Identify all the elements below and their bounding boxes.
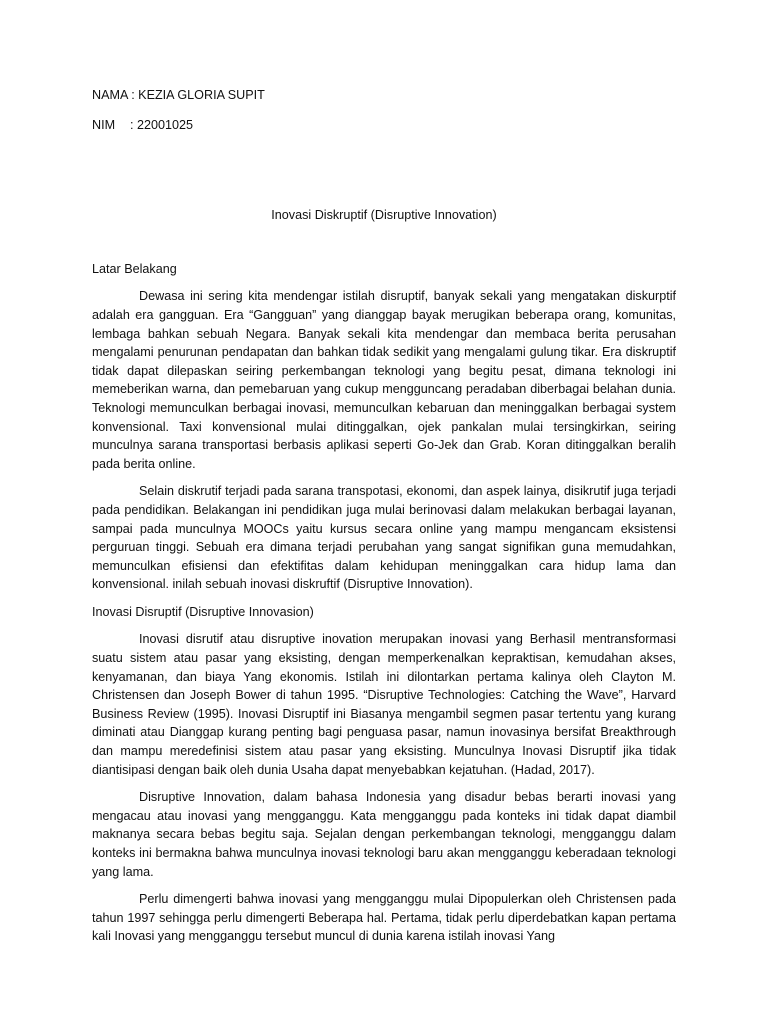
student-name-line: NAMA : KEZIA GLORIA SUPIT (92, 88, 265, 102)
section-heading-inovasi-disruptif: Inovasi Disruptif (Disruptive Innovasion) (92, 604, 314, 619)
student-id-value: : 22001025 (130, 117, 194, 132)
paragraph: Inovasi disrutif atau disruptive inovation merupakan inovasi yang Berhasil mentransformasi suatu sistem atau pasar yang eksisting, dengan memperkenalkan kepraktisan, kemudahan akses, kenyamanan, dan biaya Yang ekonomis. Istilah ini dilontarkan pertama kalinya oleh Clayton M. Christensen dan Joseph Bower di tahun 1995. “Disruptive Technologies: Catching the Wave”, Harvard Business Review (1995). Inovasi Disruptif ini Biasanya mengambil segmen pasar tertentu yang kurang diminati atau Dianggap kurang penting bagi penguasa pasar, namun inovasinya bersifat Breakthrough dan mampu meredefinisi sistem atau pasar yang eksisting. Munculnya Inovasi Disruptif jika tidak diantisipasi dengan baik oleh dunia Usaha dapat menyebabkan kejatuhan. (Hadad, 2017). (92, 632, 676, 777)
paragraph: Perlu dimengerti bahwa inovasi yang mengganggu mulai Dipopulerkan oleh Christensen pada tahun 1997 sehingga perlu dimengerti Beberapa hal. Pertama, tidak perlu diperdebatkan kapan pertama kali Inovasi yang mengganggu tersebut muncul di dunia karena istilah inovasi Yang (92, 892, 676, 944)
paragraph: Dewasa ini sering kita mendengar istilah disruptif, banyak sekali yang mengatakan diskurptif adalah era gangguan. Era “Gangguan” yang dianggap bayak merugikan beberapa orang, komunitas, lembaga bahkan sebuah Negara. Banyak sekali kita mendengar dan membaca berita perusahan mengalami penurunan pendapatan dan bahkan tidak sedikit yang mengalami gulung tikar. Era diskruptif tidak dapat dilepaskan seiring perkembangan teknologi yang begitu pesat, dimana teknologi ini memeberikan warna, dan pemebaruan yang cukup mengguncang peradaban diberbagai belahan dunia. Teknologi memunculkan berbagai inovasi, memunculkan kebaruan dan meninggalkan berbagai system konvensional. Taxi konvensional mulai ditinggalkan, ojek pankalan mulai tersingkirkan, seiring munculnya sarana transportasi berbasis aplikasi seperti Go-Jek dan Grab. Koran ditinggalkan beralih pada berita online. (92, 289, 676, 471)
student-id-line (92, 116, 676, 135)
document-title: Inovasi Diskruptif (Disruptive Innovation) (271, 208, 497, 223)
student-id-label: NIM (92, 117, 116, 132)
section-heading-latar-belakang: Latar Belakang (92, 261, 177, 276)
paragraph: Disruptive Innovation, dalam bahasa Indonesia yang disadur bebas berarti inovasi yang mengacau atau inovasi yang mengganggu. Kata mengganggu pada konteks ini tidak dapat diambil maknanya secara bebas begitu saja. Sejalan dengan perkembangan teknologi, mengganggu dalam konteks ini bermakna bahwa munculnya inovasi teknologi baru akan mengganggu keberadaan teknologi yang lama. (92, 790, 676, 879)
paragraph: Selain diskrutif terjadi pada sarana transpotasi, ekonomi, dan aspek lainya, disikrutif juga terjadi pada pendidikan. Belakangan ini pendidikan juga mulai berinovasi dalam melakukan berbagai layanan, sampai pada munculnya MOOCs yaitu kursus secara online yang mampu mengancam eksistensi perguruan tinggi. Sebuah era dimana terjadi perubahan yang sangat signifikan guna memudahkan, memunculkan efisiensi dan efektifitas dalam kehidupan meninggalkan cara hidup lama dan konvensional. inilah sebuah inovasi diskruftif (Disruptive Innovation). (92, 484, 676, 592)
document-body (92, 86, 676, 955)
